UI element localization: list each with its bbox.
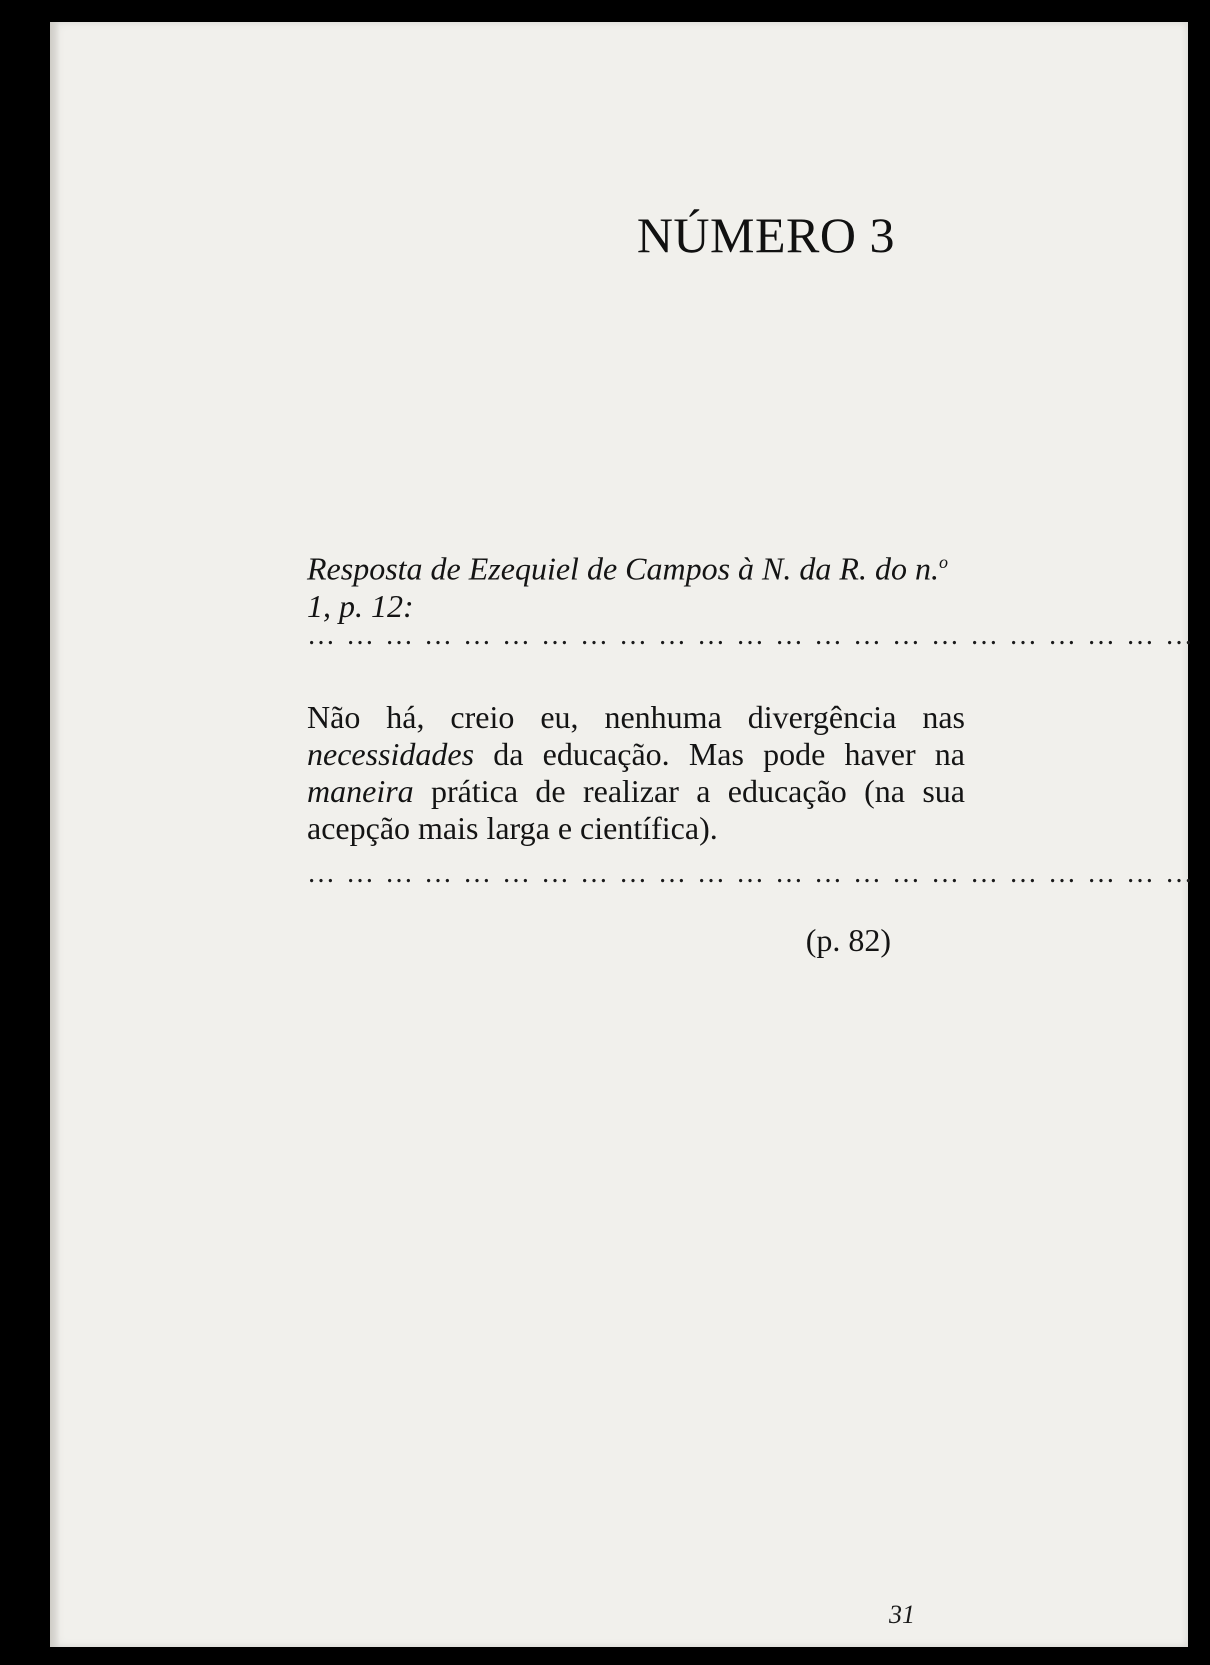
quote-part-1: Não há, creio eu, nenhuma divergência nas bbox=[307, 699, 965, 735]
ellipsis-separator-bottom: … … … … … … … … … … … … … … … … … … … … … … … bbox=[307, 858, 1195, 889]
page bbox=[50, 22, 1195, 1647]
quote-part-3: prática de realizar a educação (na sua acepção mais larga e científica). bbox=[307, 773, 965, 846]
page-number: 31 bbox=[889, 1600, 915, 1629]
quote-part-2: da educação. Mas pode haver na bbox=[474, 736, 965, 772]
source-suffix: 1, p. 12: bbox=[307, 587, 414, 624]
source-prefix: Resposta de Ezequiel de Campos à N. da R. do n. bbox=[307, 550, 939, 587]
section-heading: NÚMERO 3 bbox=[636, 207, 895, 263]
quoted-paragraph bbox=[307, 699, 965, 847]
quote-emphasis-1: necessidades bbox=[307, 736, 475, 772]
page-edge-shadow bbox=[50, 22, 60, 1647]
source-ordinal: o bbox=[938, 552, 948, 572]
ellipsis-separator-top: … … … … … … … … … … … … … … … … … … … … … … … bbox=[307, 620, 1195, 651]
source-citation bbox=[307, 544, 965, 625]
page-reference: (p. 82) bbox=[805, 922, 891, 958]
quote-emphasis-2: maneira bbox=[307, 773, 414, 809]
